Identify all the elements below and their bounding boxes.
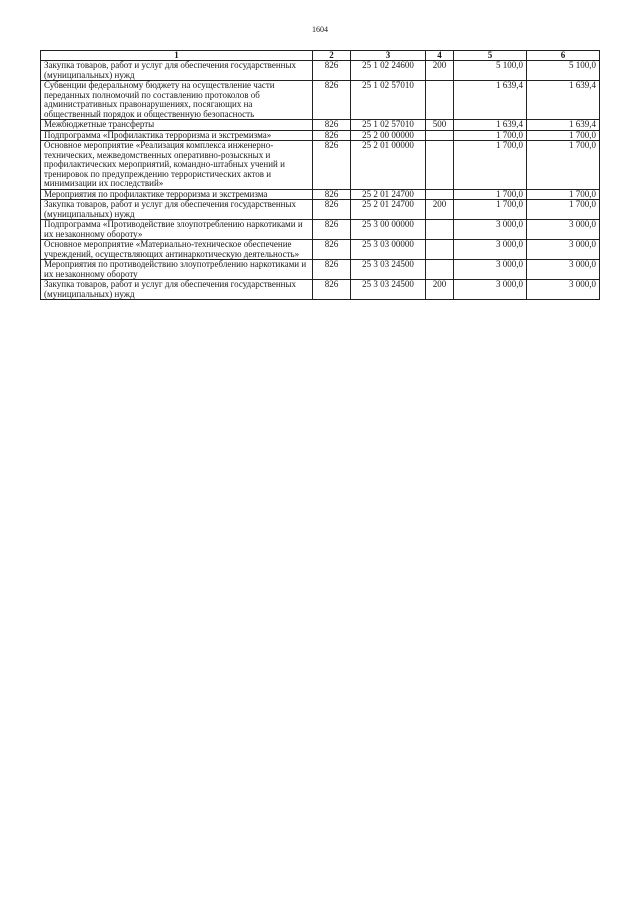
- row-expense-kind: [426, 220, 454, 240]
- table-row: [41, 189, 600, 200]
- row-target-article: 25 3 00 00000: [351, 220, 426, 240]
- row-department-code: 826: [313, 81, 351, 120]
- row-department-code: 826: [313, 120, 351, 131]
- page-number: 1604: [312, 25, 328, 34]
- row-department-code: 826: [313, 260, 351, 280]
- row-name: Основное мероприятие «Материально-техническое обеспечение учреждений, осуществляющих антинаркотическую деятельность»: [41, 240, 313, 260]
- row-expense-kind: 200: [426, 280, 454, 300]
- table-row: [41, 200, 600, 220]
- row-amount-col5: 3 000,0: [454, 260, 527, 280]
- row-department-code: 826: [313, 280, 351, 300]
- col-header-1: 1: [41, 51, 313, 61]
- table-row: [41, 280, 600, 300]
- row-expense-kind: [426, 130, 454, 141]
- row-target-article: 25 2 01 24700: [351, 200, 426, 220]
- row-expense-kind: [426, 189, 454, 200]
- row-amount-col5: 5 100,0: [454, 61, 527, 81]
- row-amount-col5: 3 000,0: [454, 220, 527, 240]
- row-amount-col6: 1 639,4: [527, 120, 600, 131]
- table-row: [41, 61, 600, 81]
- row-target-article: 25 3 03 00000: [351, 240, 426, 260]
- col-header-6: 6: [527, 51, 600, 61]
- row-expense-kind: [426, 81, 454, 120]
- row-name: Субвенции федеральному бюджету на осуществление части переданных полномочий по составлению протоколов об административных правонарушениях, посягающих на общественный порядок и общественную безопасность: [41, 81, 313, 120]
- row-name: Межбюджетные трансферты: [41, 120, 313, 131]
- table-row: [41, 130, 600, 141]
- row-target-article: 25 1 02 24600: [351, 61, 426, 81]
- row-amount-col6: 1 639,4: [527, 81, 600, 120]
- row-department-code: 826: [313, 220, 351, 240]
- row-amount-col5: 1 700,0: [454, 200, 527, 220]
- row-amount-col5: 1 700,0: [454, 130, 527, 141]
- row-department-code: 826: [313, 189, 351, 200]
- row-amount-col6: 3 000,0: [527, 240, 600, 260]
- row-amount-col6: 3 000,0: [527, 280, 600, 300]
- table-row: [41, 220, 600, 240]
- row-expense-kind: [426, 240, 454, 260]
- budget-table: [40, 50, 600, 300]
- row-amount-col5: 1 700,0: [454, 189, 527, 200]
- row-department-code: 826: [313, 61, 351, 81]
- row-name: Закупка товаров, работ и услуг для обеспечения государственных (муниципальных) нужд: [41, 61, 313, 81]
- row-expense-kind: [426, 141, 454, 190]
- row-amount-col5: 1 639,4: [454, 120, 527, 131]
- row-target-article: 25 2 01 24700: [351, 189, 426, 200]
- row-amount-col6: 1 700,0: [527, 189, 600, 200]
- row-target-article: 25 3 03 24500: [351, 260, 426, 280]
- row-amount-col6: 5 100,0: [527, 61, 600, 81]
- table-row: [41, 141, 600, 190]
- row-target-article: 25 1 02 57010: [351, 120, 426, 131]
- row-department-code: 826: [313, 240, 351, 260]
- row-department-code: 826: [313, 141, 351, 190]
- row-amount-col6: 1 700,0: [527, 141, 600, 190]
- row-expense-kind: [426, 260, 454, 280]
- table-row: [41, 81, 600, 120]
- row-expense-kind: 500: [426, 120, 454, 131]
- row-amount-col6: 3 000,0: [527, 260, 600, 280]
- col-header-3: 3: [351, 51, 426, 61]
- row-name: Подпрограмма «Противодействие злоупотреблению наркотиками и их незаконному обороту»: [41, 220, 313, 240]
- row-department-code: 826: [313, 200, 351, 220]
- row-amount-col6: 1 700,0: [527, 130, 600, 141]
- row-target-article: 25 1 02 57010: [351, 81, 426, 120]
- table-row: [41, 260, 600, 280]
- header-row: [41, 51, 600, 61]
- row-name: Мероприятия по профилактике терроризма и экстремизма: [41, 189, 313, 200]
- row-amount-col5: 3 000,0: [454, 280, 527, 300]
- row-target-article: 25 3 03 24500: [351, 280, 426, 300]
- row-amount-col5: 1 639,4: [454, 81, 527, 120]
- table-row: [41, 240, 600, 260]
- row-amount-col5: 3 000,0: [454, 240, 527, 260]
- col-header-5: 5: [454, 51, 527, 61]
- row-department-code: 826: [313, 130, 351, 141]
- row-amount-col5: 1 700,0: [454, 141, 527, 190]
- row-name: Подпрограмма «Профилактика терроризма и экстремизма»: [41, 130, 313, 141]
- row-name: Закупка товаров, работ и услуг для обеспечения государственных (муниципальных) нужд: [41, 200, 313, 220]
- row-name: Закупка товаров, работ и услуг для обеспечения государственных (муниципальных) нужд: [41, 280, 313, 300]
- row-expense-kind: 200: [426, 200, 454, 220]
- row-amount-col6: 1 700,0: [527, 200, 600, 220]
- col-header-2: 2: [313, 51, 351, 61]
- row-name: Основное мероприятие «Реализация комплекса инженерно-технических, межведомственных оперативно-розыскных и профилактических мероприятий, командно-штабных учений и тренировок по предупреждению террористических актов и минимизации их последствий»: [41, 141, 313, 190]
- row-target-article: 25 2 01 00000: [351, 141, 426, 190]
- row-name: Мероприятия по противодействию злоупотреблению наркотиками и их незаконному обороту: [41, 260, 313, 280]
- col-header-4: 4: [426, 51, 454, 61]
- table-row: [41, 120, 600, 131]
- row-target-article: 25 2 00 00000: [351, 130, 426, 141]
- row-expense-kind: 200: [426, 61, 454, 81]
- row-amount-col6: 3 000,0: [527, 220, 600, 240]
